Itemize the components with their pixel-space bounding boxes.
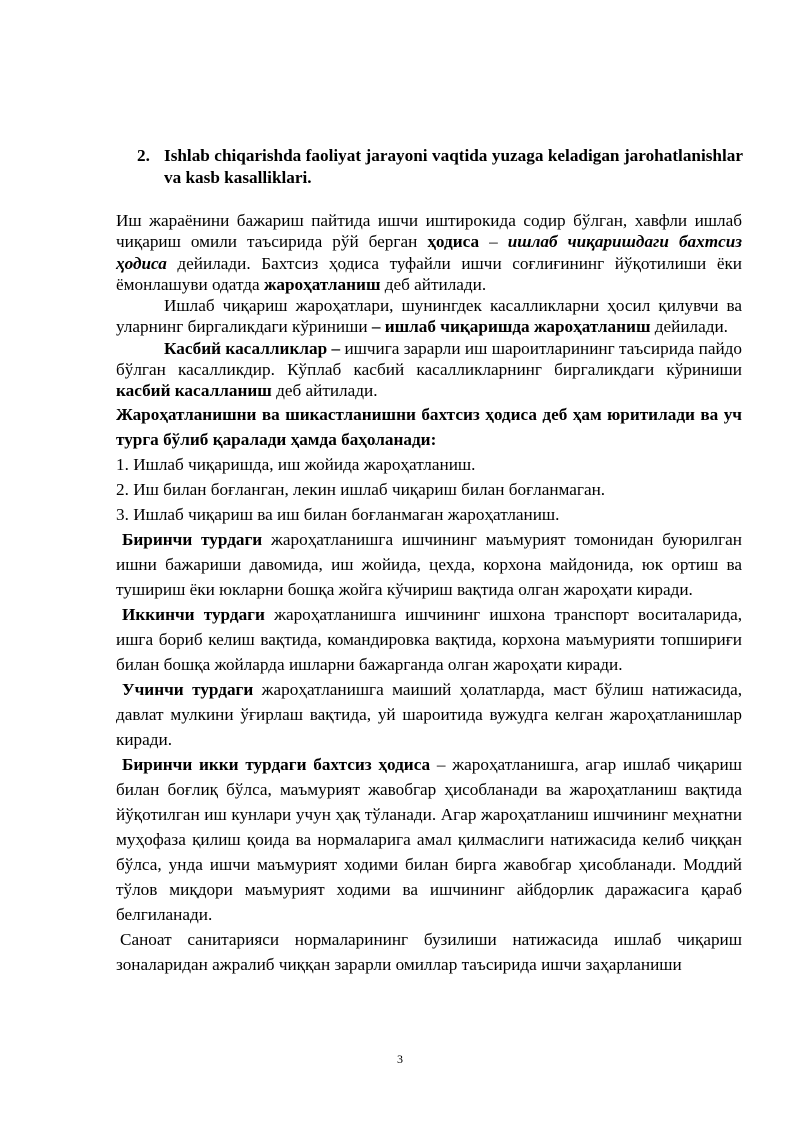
paragraph-first-type [116,527,742,602]
text-run: деб айтилади. [380,274,487,294]
bold-term: Учинчи турдаги [122,679,254,699]
text-run: жароҳатланишга ишчининг маъмурият томонидан буюрилган ишни бажариши давомида, иш жойида, цехда, корхона майдонида, юк ортиш ва тушириш ёки юкларни бошқа жойга кўчириш вақтида олган жароҳати киради. [116,529,742,599]
text-run: дейилади. [650,317,728,337]
bold-term: ҳодиса [427,232,480,252]
paragraph-definition-disease [116,338,742,402]
text-run: – [479,232,508,252]
list-item: 1. Ишлаб чиқаришда, иш жойида жароҳатланиш. [116,454,476,474]
section-title: Ishlab chiqarishda faoliyat jarayoni vaqtida yuzaga keladigan jarohatlanishlar va kasb kasalliklari. [164,146,743,187]
paragraph-sanitation: Саноат санитарияси нормаларининг бузилиши натижасида ишлаб чиқариш зоналаридан ажралиб чиққан зарарли омиллар таъсирида ишчи заҳарланиши [116,929,742,974]
document-body [116,210,742,977]
bold-term: касбий касалланиш [116,381,272,401]
bold-term: Биринчи икки турдаги бахтсиз ҳодиса [122,754,431,774]
paragraph-definition-injury [116,295,742,338]
text-run: – жароҳатланишга, агар ишлаб чиқариш билан боғлиқ бўлса, маъмурият жавобгар ҳисобланади ва жароҳатланиш вақтида йўқотилган иш кунлари учун ҳақ тўланади. Агар жароҳатланиш ишчининг меҳнатни муҳофаза қилиш қоида ва нормаларига амал қилмаслиги натижасида келиб чиққан бўлса, унда ишчи маъмурият ходими билан бирга жавобгар ҳисобланади. Моддий тўлов миқдори маъмурият ходими ва ишчининг айбдорлик даражасига қараб белгиланади. [116,754,742,924]
paragraph-second-type [116,602,742,677]
text-run: Ишлаб чиқариш жароҳатлари, шунингдек касалликларни ҳосил қилувчи ва уларнинг биргаликдаги кўриниши [116,296,742,337]
bold-term: жароҳатланиш [263,274,381,294]
list-item: 3. Ишлаб чиқариш ва иш билан боғланмаган жароҳатланиш. [116,504,560,524]
bold-term: Иккинчи турдаги [122,604,265,624]
bold-term: – ишлаб чиқаришда жароҳатланиш [371,317,651,337]
text-run: жароҳатланишга маиший ҳолатларда, маст бўлиш натижасида, давлат мулкини ўғирлаш вақтида, уй шароитида вужудга келган жароҳатланишлар киради. [116,679,742,749]
text-run: деб айтилади. [271,381,378,401]
paragraph-third-type [116,677,742,752]
bold-term: Касбий касалликлар – [164,338,341,358]
paragraph-responsibility [116,752,742,927]
text-run: ишчига зарарли иш шароитларининг таъсирида пайдо бўлган касалликдир. Кўплаб касбий касалликларнинг биргаликдаги кўриниши [116,338,742,380]
page-number: 3 [397,1052,403,1066]
text-run: Иш жараёнини бажариш пайтида ишчи иштирокида содир бўлган, хавфли ишлаб чиқариш омили таъсирида рўй берган [116,211,742,252]
text-run: дейилади. Бахтсиз ҳодиса туфайли ишчи соғлиғининг йўқотилиши ёки ёмонлашуви одатда [116,253,742,294]
paragraph-definition-accident [116,210,742,295]
section-number: 2. [137,146,150,165]
text-run: жароҳатланишга ишчининг ишхона транспорт воситаларида, ишга бориб келиш вақтида, командировка вақтида, корхона маъмурияти топшириғи билан бошқа жойларда ишларни бажарганда олган жароҳати киради. [116,604,742,674]
bold-italic-term: ишлаб чиқаришдаги бахтсиз ҳодиса [116,232,743,273]
list-item: 2. Иш билан боғланган, лекин ишлаб чиқариш билан боғланмаган. [116,479,606,499]
paragraph-classification: Жароҳатланишни ва шикастланишни бахтсиз ҳодиса деб ҳам юритилади ва уч турга бўлиб қаралади ҳамда баҳоланади: [116,404,742,449]
bold-term: Биринчи турдаги [122,529,263,549]
